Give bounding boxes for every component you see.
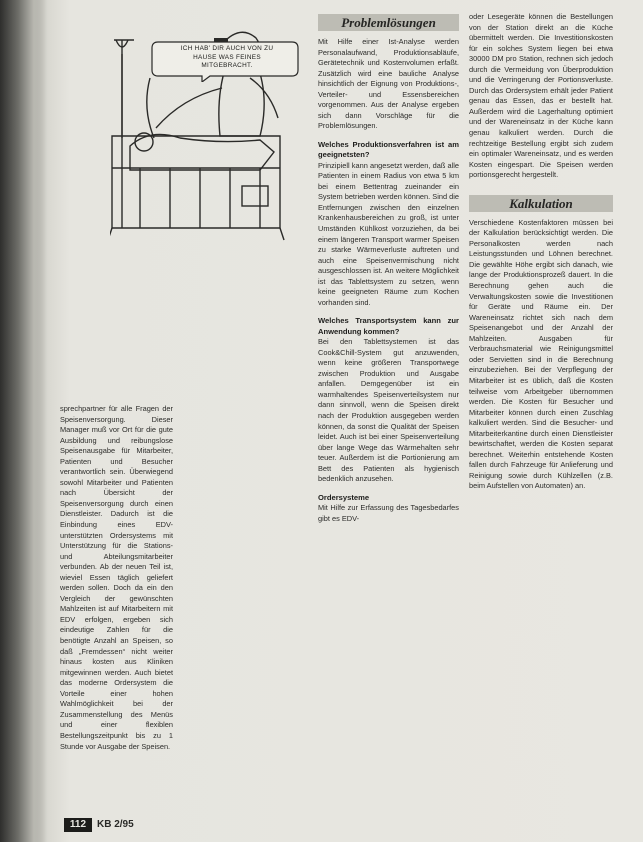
page-number: 112 xyxy=(64,818,92,832)
heading-problemloesungen: Problemlösungen xyxy=(318,14,459,31)
column-2-body-3: Mit Hilfe zur Erfassung des Tagesbedarfes gibt es EDV- xyxy=(318,503,459,523)
column-2-body-1: Prinzipiell kann angesetzt werden, daß alle Patienten in einem Radius von etwa 5 km bei einem Bettentrag zueinander ein System betrieben werden können. Sind die Entfernungen zwischen den einzelnen Krankenhausbereichen zu groß, ist unter Umständen Kühlkost vorzuziehen, da bei einem längeren Transport warmer Speisen zu starke Wärmeverluste auftreten und auch eine Speisenvermischung nicht ausgeschlossen ist. An weitere Möglichkeit ist das Tablettsystem zu setzen, wenn keine geeigneten Räume zum Kochen vorhanden sind. xyxy=(318,160,459,307)
subheading-produktionsverfahren: Welches Produktionsverfahren ist am geeignetsten? xyxy=(318,139,459,160)
subheading-transportsystem: Welches Transportsystem kann zur Anwendung kommen? xyxy=(318,316,459,336)
page-binding-shadow xyxy=(0,0,46,842)
column-1-text: sprechpartner für alle Fragen der Speisenversorgung. Dieser Manager muß vor Ort für die gute Ausbildung und reibungslose Speisenausgabe für Mitarbeiter, Patienten und Besucher verantwortlich sein. Überwiegend sowohl Mitarbeiter und Patienten nach Übersicht der Speisenversorgung durch einen Dienstleister. Dadurch ist die Einbindung eines EDV-unterstützten Ordersystems mit Unterstützung für die Stations- und Abteilungsmitarbeiter verbunden. Ab der neuen Teil ist, wieviel Essen täglich geliefert werden sollen. Doch da ein den Vergleich der gewünschten Mahlzeiten ist auf Mitarbeitern mit EDV erfolgen, ergeben sich eindeutige Zahlen für die benötigte Anzahl an Speisen, so daß „Fremdessen“ nicht weiter hinaus kosten aus Kliniken mitgewinnen werden. Auch bietet das moderne Ordersystem die Vorteile einer hohen Wahlmöglichkeit bei der Zusammenstellung des Menüs und einer flexiblen Bestellungszeitpunkt bis zu 1 Stunde vor Ausgabe der Speisen. xyxy=(60,404,173,751)
subheading-ordersysteme: Ordersysteme xyxy=(318,492,370,502)
issue-label: KB 2/95 xyxy=(97,819,134,830)
column-2-body-2: Bei den Tablettsystemen ist das Cook&Chill-System gut anzuwenden, wenn keine größeren Transportwege zwischen Produktion und Ausgabe anfallen. Demgegenüber ist ein warmhaltendes Speisenverteilsystem nur dann sinnvoll, wenn die Speisen direkt nach der Produktion ausgegeben werden können, da sonst die Qualität der Speisen leidet. Auch ist bei einer Speisenverteilung über lange Wege das Wärmehalten sehr teuer. Außerdem ist die Portionierung am Bett des Patienten als hygienisch bedenklich anzusehen. xyxy=(318,337,459,484)
column-3-body-1: oder Lesegeräte können die Bestellungen von der Station direkt an die Küche übermittelt werden. Die Investitionskosten für ein solches System liegen bei etwa 30000 DM pro Station, rechnen sich jedoch durch die Vermeidung von Überproduktion und die Verringerung der Portionsverluste. Durch das Ordersystem erhält jeder Patient genau das Essen, das er bestellt hat. Außerdem wird die Lagerhaltung optimiert und der Wareneinsatz in der Küche kann genau kalkuliert werden. Durch die rechtzeitige Bestellung ergibt sich zudem ein optimaler Wareneinsatz, und es werden Kosten eingespart. Die Speisen werden portionsgerecht hergestellt. xyxy=(469,12,613,180)
column-3-body-2: Verschiedene Kostenfaktoren müssen bei der Kalkulation berücksichtigt werden. Die Personalkosten werden nach Leistungsstunden und Löhnen berechnet. Die gewählte Höhe ergibt sich danach, wie lange der Produktionsprozeß dauert. In die Berechnung gehen auch die Verwaltungskosten sowie die Investitionen für Geräte und Räume ein. Der Wareneinsatz richtet sich nach dem Speisenangebot und der Anzahl der Mahlzeiten. Ausgaben für Verbrauchsmaterial wie Reinigungsmittel oder Servietten sind in die Berechnung einzubeziehen. Bei der Verpflegung der Mitarbeiter ist es üblich, daß die Kosten teilweise vom Arbeitgeber übernommen werden. Die Kosten für Besucher und Mitarbeiter können durch einen Zuschlag kalkuliert werden. Sind die Besucher- und Mitarbeiterkantine durch einen Dienstleister bewirtschaftet, werden die Kosten separat berechnet. Weiterhin entstehende Kosten fallen durch Fahrzeuge für Anlieferung und Reinigung sowie durch Kühlzellen (z.B. beim Aufstellen von Automaten) an. xyxy=(469,217,613,491)
heading-kalkulation: Kalkulation xyxy=(469,195,613,212)
column-1 xyxy=(60,404,173,796)
column-2 xyxy=(318,14,459,804)
column-3 xyxy=(469,12,613,802)
column-2-intro: Mit Hilfe einer Ist-Analyse werden Personalaufwand, Produktionsabläufe, Gerätetechnik und Kostenvolumen erfaßt. Zusätzlich wird eine bauliche Analyse hinsichtlich der Eignung von Produktions-, Verteiler- und Essensbereichen vorgenommen. Aus der Analyse ergeben sich dann Vorschläge für die Problemlösungen. xyxy=(318,37,459,131)
speech-bubble-text: ICH HAB' DIR AUCH VON ZU HAUSE WAS FEINES MITGEBRACHT. xyxy=(180,45,274,70)
